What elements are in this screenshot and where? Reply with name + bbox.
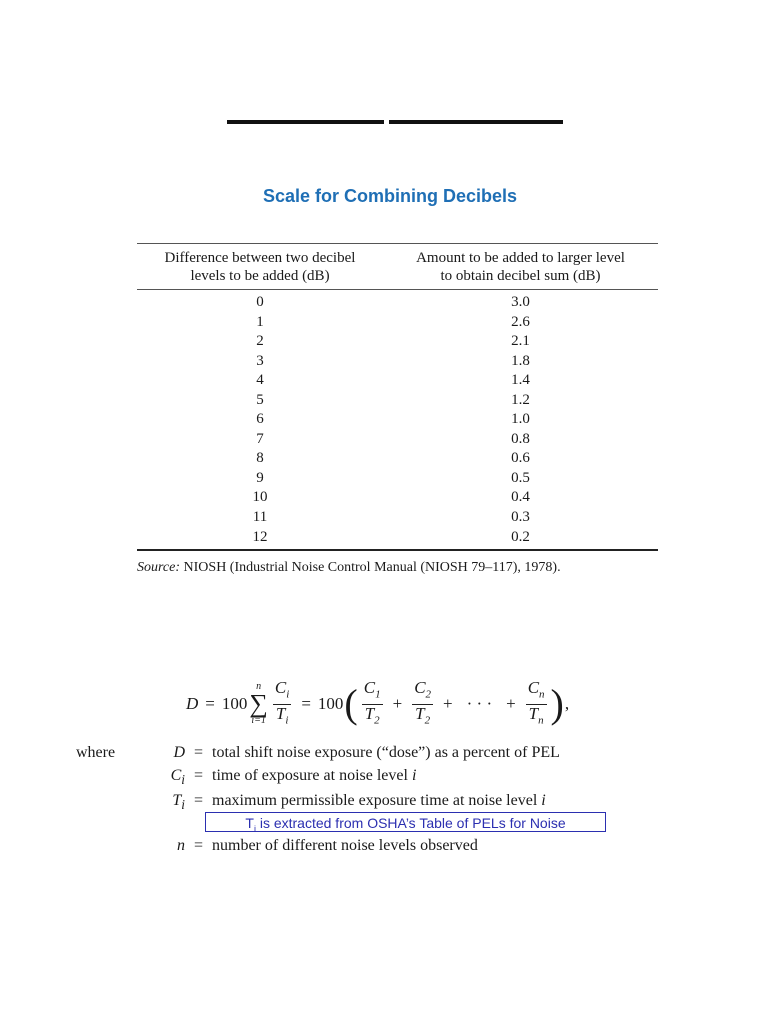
- ellipsis: · · ·: [466, 694, 493, 713]
- osha-callout-box: $T_i$ is extracted from OSHA’s Table of PELs for Noise: [205, 812, 606, 832]
- amount-cell: 1.2: [511, 391, 530, 408]
- plus-1: +: [392, 694, 403, 713]
- table-row: [137, 449, 658, 469]
- header-amount: Amount to be added to larger level to obtain decibel sum (dB): [416, 250, 625, 284]
- difference-cell: 7: [256, 430, 264, 447]
- difference-cell: 10: [252, 489, 268, 506]
- sum-upper: n: [256, 681, 262, 692]
- formula-lhs: D: [186, 694, 199, 713]
- sum-lower: i=1: [251, 715, 266, 726]
- table-row: [137, 488, 658, 508]
- amount-cell: 0.4: [511, 489, 530, 506]
- fraction-c2-t2: $\frac{C_2}{T_2}$: [414, 678, 432, 726]
- page-title: Scale for Combining Decibels: [262, 186, 518, 206]
- table-header: [137, 244, 658, 290]
- amount-cell: 2.1: [511, 333, 530, 350]
- sigma: ∑: [249, 689, 268, 718]
- difference-cell: 6: [256, 411, 264, 428]
- formula-equals: =: [205, 694, 215, 713]
- difference-cell: 4: [256, 372, 264, 389]
- table-source: [137, 560, 561, 576]
- table-row: [137, 410, 658, 430]
- decibel-table: [137, 243, 658, 551]
- table-row: [137, 430, 658, 450]
- blank-underline-left: [227, 120, 384, 124]
- amount-cell: 2.6: [511, 313, 530, 330]
- difference-cell: 0: [256, 294, 264, 310]
- amount-cell: 1.8: [511, 352, 530, 369]
- amount-cell: 0.2: [511, 528, 530, 545]
- table-row: [137, 293, 658, 313]
- header-difference: Difference between two decibel levels to be added (dB): [164, 250, 356, 284]
- source-text: NIOSH (Industrial Noise Control Manual (NIOSH 79–117), 1978).: [180, 560, 561, 575]
- amount-cell: 1.4: [511, 372, 530, 389]
- formula-coef-2: 100: [317, 694, 344, 713]
- source-label: Source:: [137, 560, 181, 575]
- fraction-cn-tn: $\frac{C_n}{T_n}$: [527, 678, 545, 726]
- amount-cell: 0.5: [511, 469, 530, 486]
- table-row: [137, 528, 658, 548]
- amount-cell: 0.3: [511, 509, 530, 526]
- formula-coef: 100: [221, 694, 248, 713]
- left-paren: (: [344, 681, 358, 726]
- difference-cell: 12: [252, 528, 268, 545]
- fraction-ci-ti: $\frac{C_i}{T_i}$: [274, 678, 290, 726]
- table-row: [137, 352, 658, 372]
- difference-cell: 3: [256, 352, 264, 369]
- difference-cell: 5: [256, 391, 264, 408]
- plus-2: +: [443, 694, 453, 713]
- where-label: where: [76, 744, 116, 761]
- difference-cell: 9: [256, 469, 264, 486]
- amount-cell: 1.0: [511, 411, 530, 428]
- difference-cell: 11: [252, 509, 268, 526]
- table-body: [137, 290, 658, 549]
- dose-formula: [186, 672, 569, 736]
- difference-cell: 1: [256, 313, 264, 330]
- difference-cell: 8: [256, 450, 264, 467]
- fraction-c1-t2: $\frac{C_1}{T_2}$: [363, 678, 381, 726]
- formula-equals-2: =: [301, 694, 311, 713]
- amount-cell: 3.0: [511, 294, 530, 310]
- blank-underline-right: [389, 120, 563, 124]
- formula-trailing-comma: ,: [564, 694, 570, 713]
- plus-3: +: [506, 694, 516, 713]
- summation: [249, 682, 268, 726]
- difference-cell: 2: [256, 333, 264, 350]
- table-row: [137, 332, 658, 352]
- right-paren: ): [550, 681, 564, 726]
- amount-cell: 0.8: [511, 430, 530, 447]
- table-row: [137, 469, 658, 489]
- table-row: [137, 313, 658, 333]
- amount-cell: 0.6: [511, 450, 530, 467]
- table-row: [137, 371, 658, 391]
- table-row: [137, 391, 658, 411]
- table-row: [137, 508, 658, 528]
